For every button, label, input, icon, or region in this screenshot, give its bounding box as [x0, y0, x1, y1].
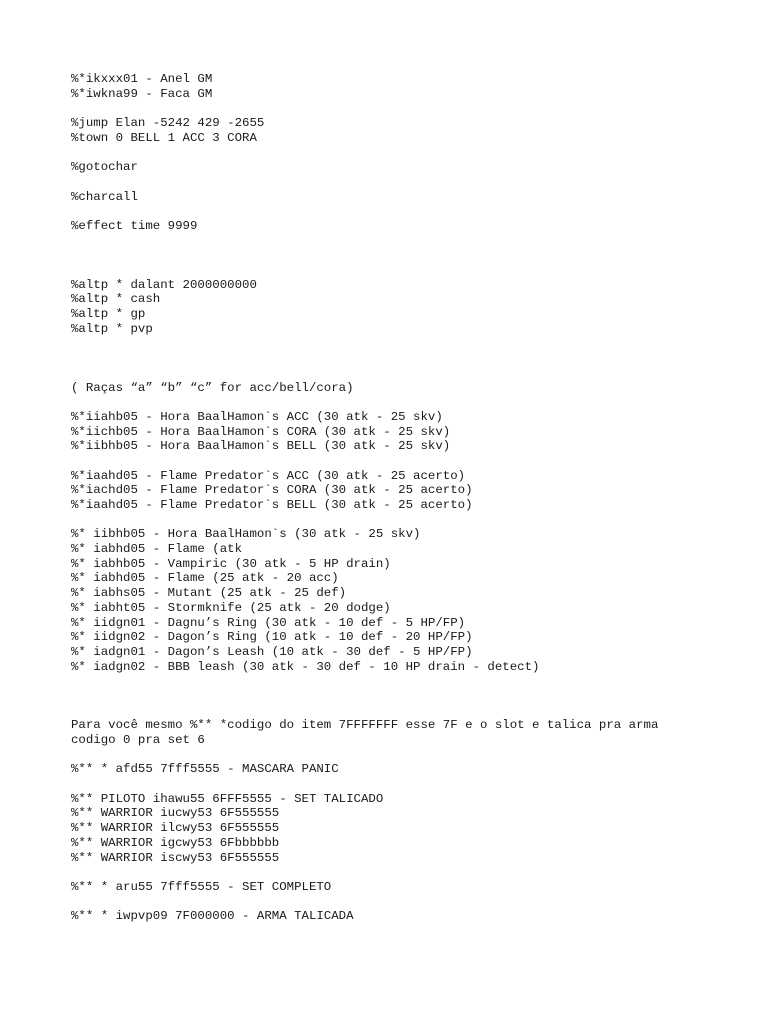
text-line: %* iidgn02 - Dagon’s Ring (10 atk - 10 def - 20 HP/FP) — [71, 630, 473, 645]
gotochar-block — [71, 160, 731, 175]
text-line: %** * iwpvp09 7F000000 - ARMA TALICADA — [71, 909, 354, 924]
text-line: %*iichb05 - Hora BaalHamon`s CORA (30 atk - 25 skv) — [71, 424, 451, 439]
text-line: %altp * dalant 2000000000 — [71, 277, 257, 292]
races-note-block — [71, 381, 731, 396]
text-line: %charcall — [71, 189, 138, 204]
document-body — [71, 72, 731, 924]
text-line: %gotochar — [71, 160, 138, 175]
text-line: %altp * pvp — [71, 321, 153, 336]
text-line: %** WARRIOR iucwy53 6F555555 — [71, 806, 280, 821]
text-line: %*iaahd05 - Flame Predator`s ACC (30 atk - 25 acerto) — [71, 468, 466, 483]
mascara-block — [71, 762, 731, 777]
text-line: %*iiahb05 - Hora BaalHamon`s ACC (30 atk - 25 skv) — [71, 409, 443, 424]
gm-items-block — [71, 72, 731, 101]
set-talicado-block — [71, 792, 731, 865]
arma-talicada-block — [71, 909, 731, 924]
text-line: %** PILOTO ihawu55 6FFF5555 - SET TALICADO — [71, 791, 384, 806]
text-line: %*iwkna99 - Faca GM — [71, 86, 213, 101]
text-line: %* iabhd05 - Flame (25 atk - 20 acc) — [71, 571, 339, 586]
accessories-block — [71, 527, 731, 674]
text-line: %jump Elan -5242 429 -2655 — [71, 116, 265, 131]
text-line: %* iadgn01 - Dagon’s Leash (10 atk - 30 def - 5 HP/FP) — [71, 644, 473, 659]
text-line: %* iabhs05 - Mutant (25 atk - 25 def) — [71, 586, 347, 601]
text-line: %*ikxxx01 - Anel GM — [71, 72, 213, 86]
text-line: %altp * gp — [71, 307, 146, 322]
text-line: %* iabhd05 - Flame (atk — [71, 542, 243, 557]
effect-block — [71, 219, 731, 234]
hora-baalhamon-block — [71, 410, 731, 454]
text-line: %altp * cash — [71, 292, 161, 307]
text-line: %*iachd05 - Flame Predator`s CORA (30 atk - 25 acerto) — [71, 483, 473, 498]
text-line: codigo 0 pra set 6 — [71, 733, 205, 748]
text-line: %** WARRIOR ilcwy53 6F555555 — [71, 821, 280, 836]
jump-town-block — [71, 116, 731, 145]
text-line: %* iibhb05 - Hora BaalHamon`s (30 atk - 25 skv) — [71, 527, 421, 542]
charcall-block — [71, 190, 731, 205]
text-line: Para você mesmo %** *codigo do item 7FFFFFFF esse 7F e o slot e talica pra arma — [71, 718, 659, 733]
text-line: %*iibhb05 - Hora BaalHamon`s BELL (30 atk - 25 skv) — [71, 439, 451, 454]
text-line: %* iabht05 - Stormknife (25 atk - 20 dodge) — [71, 600, 391, 615]
flame-predator-block — [71, 469, 731, 513]
text-line: %*iaahd05 - Flame Predator`s BELL (30 atk - 25 acerto) — [71, 498, 473, 512]
self-items-note-block — [71, 718, 731, 747]
text-line: %* iidgn01 - Dagnu’s Ring (30 atk - 10 def - 5 HP/FP) — [71, 615, 466, 630]
text-line: %** * aru55 7fff5555 - SET COMPLETO — [71, 879, 332, 894]
set-completo-block — [71, 880, 731, 895]
text-line: %** WARRIOR iscwy53 6F555555 — [71, 850, 280, 865]
text-line: %** * afd55 7fff5555 - MASCARA PANIC — [71, 762, 339, 777]
text-line: %** WARRIOR igcwy53 6Fbbbbbb — [71, 835, 280, 850]
text-line: %town 0 BELL 1 ACC 3 CORA — [71, 130, 257, 145]
text-line: %* iadgn02 - BBB leash (30 atk - 30 def - 10 HP drain - detect) — [71, 659, 540, 674]
text-line: %* iabhb05 - Vampiric (30 atk - 5 HP drain) — [71, 556, 391, 571]
text-line: %effect time 9999 — [71, 218, 198, 233]
altp-block — [71, 278, 731, 337]
text-line: ( Raças “a” “b” “c” for acc/bell/cora) — [71, 380, 354, 395]
